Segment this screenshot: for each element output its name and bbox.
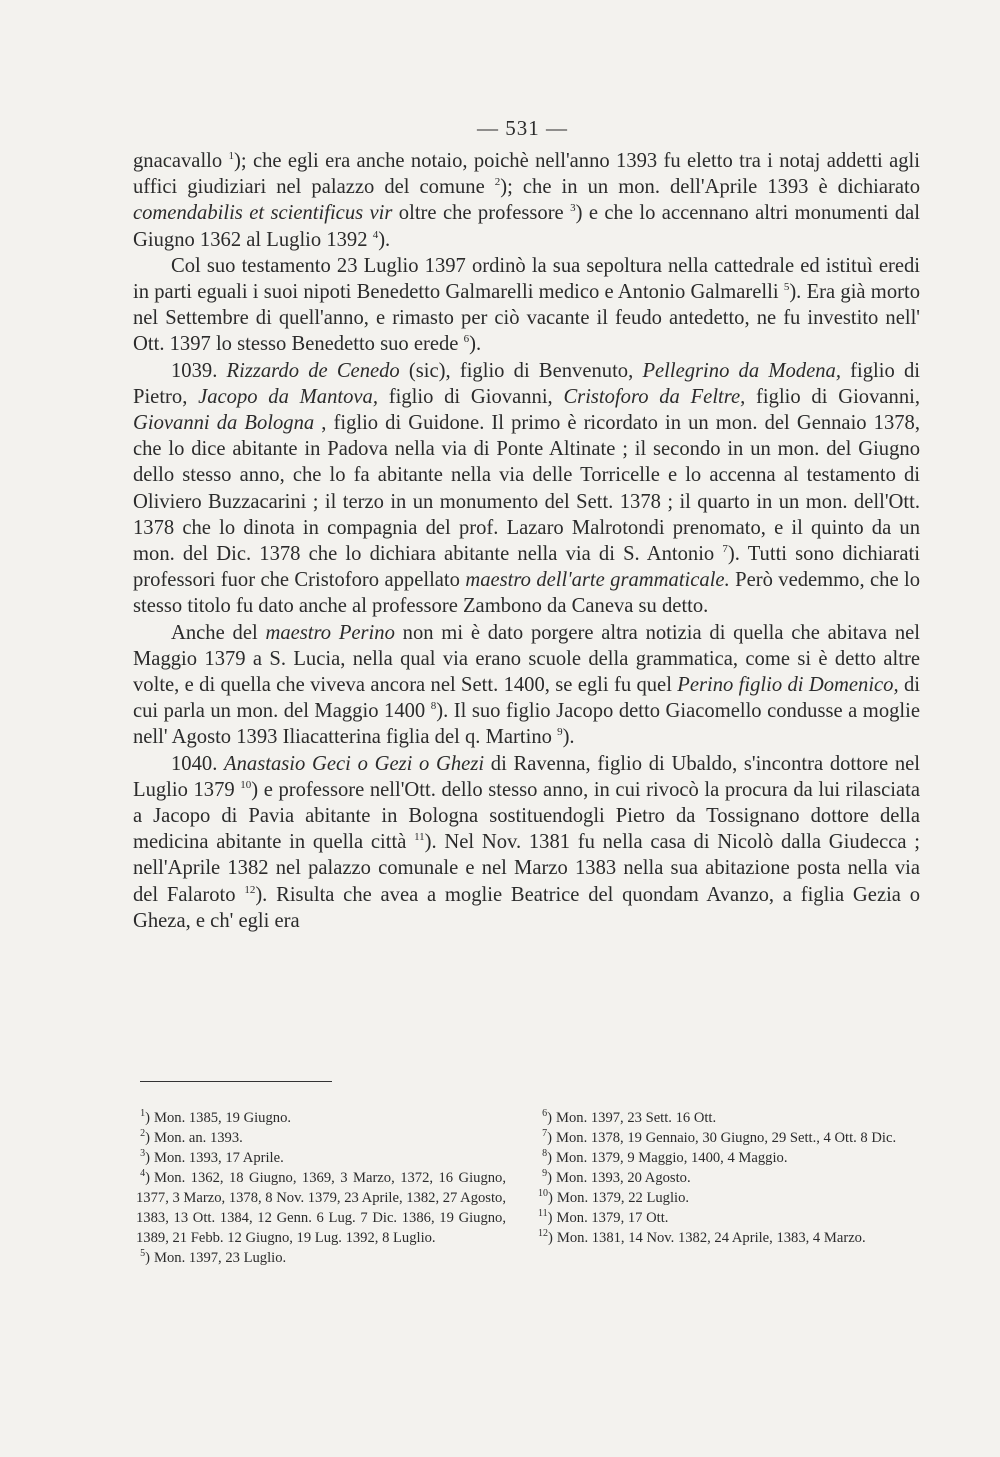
- italic-text: Cristoforo da Feltre,: [563, 385, 746, 408]
- italic-text: Pellegrino da Modena,: [642, 359, 841, 382]
- footnote-text: Mon. 1362, 18 Giugno, 1369, 3 Marzo, 1372, 16 Giugno, 1377, 3 Marzo, 1378, 8 Nov. 1379, 23 Aprile, 1382, 27 Agosto, 1383, 13 Ott. 1384, 12 Genn. 6 Lug. 7 Dic. 1386, 19 Giugno, 1389, 21 Febb. 12 Giugno, 19 Lug. 1392, 8 Luglio.: [136, 1170, 506, 1246]
- text-run: ) e professore nell'Ott. dello stesso anno, in cui rivocò la procura da lui rilasciata a Jacopo di Pavia abitante in Bologna sostituendogli Pietro da Tossignano dottore della medicina abitante in quella città: [133, 778, 921, 854]
- footnote-rule: [140, 1081, 332, 1082]
- footnote-text: Mon. 1378, 19 Gennaio, 30 Giugno, 29 Sett., 4 Ott. 8 Dic.: [556, 1130, 897, 1146]
- footnote-mark: $^5$): [140, 1248, 150, 1266]
- text-run: ). Risulta che avea a moglie Beatrice del quondam Avanzo, a figlia Gezia o Gheza, e ch' egli era: [133, 883, 920, 932]
- footnote-ref: 10: [240, 779, 252, 792]
- text-run: Col suo testamento 23 Luglio 1397 ordinò la sua sepoltura nella cattedrale ed istituì eredi in parti eguali i suoi nipoti Benedetto Galmarelli medico e Antonio Galmarelli: [133, 254, 920, 304]
- text-run: figlio di Giovanni,: [745, 385, 920, 408]
- footnote-mark: $^9$): [542, 1168, 552, 1186]
- footnote: [538, 1168, 918, 1188]
- italic-text: Jacopo da Mantova,: [198, 385, 379, 408]
- text-run: 1040.: [171, 752, 225, 775]
- footnote-mark: $^{12}$): [538, 1228, 553, 1246]
- text-run: ).: [469, 333, 482, 356]
- footnote-text: Mon. 1381, 14 Nov. 1382, 24 Aprile, 1383, 4 Marzo.: [556, 1230, 866, 1246]
- text-run: figlio di Giovanni,: [378, 385, 564, 408]
- footnote-ref: 11: [414, 831, 425, 844]
- page-number: — 531 —: [477, 116, 568, 140]
- footnote-mark: $^2$): [140, 1128, 150, 1146]
- text-run: , figlio di Guidone. Il primo è ricordato in un mon. del Gennaio 1378, che lo dice abitante in Padova nella via di Ponte Altinate ; il secondo in un mon. del Giugno dello stesso anno, che lo fa abitante nella via delle Torricelle e lo accenna al testamento di Oliviero Buzzacarini ; il terzo in un monumento del Sett. 1378 ; il quarto in un mon. dell'Ott. 1378 che lo dinota in compagnia del prof. Lazaro Malrotondi prenomato, e il quinto da un mon. del Dic. 1378 che lo dichiara abitante nella via di S. Antonio: [133, 412, 920, 566]
- italic-text: Rizzardo de Cenedo: [226, 359, 400, 382]
- footnote-ref: 8: [430, 700, 437, 713]
- text-run: Però vedemmo, che lo stesso titolo fu dato anche al professore Zambono da Caneva su detto.: [133, 569, 921, 618]
- footnote: [538, 1128, 918, 1148]
- footnote-text: Mon. 1397, 23 Luglio.: [154, 1250, 287, 1266]
- footnote-text: Mon. 1397, 23 Sett. 16 Ott.: [556, 1110, 717, 1126]
- footnote-text: Mon. 1379, 9 Maggio, 1400, 4 Maggio.: [556, 1150, 788, 1166]
- footnote-ref: 12: [244, 883, 256, 896]
- footnote: [136, 1168, 506, 1248]
- footnote-ref: 3: [570, 202, 576, 215]
- italic-text: Anastasio Geci o Gezi o Ghezi: [224, 752, 485, 775]
- footnote-text: Mon. 1393, 20 Agosto.: [556, 1170, 691, 1186]
- italic-text: Giovanni da Bologna: [133, 412, 315, 435]
- footnote-ref: 2: [494, 176, 501, 189]
- text-run: figlio di Pietro,: [133, 359, 920, 408]
- footnote-mark: $^{10}$): [538, 1188, 553, 1206]
- body-text: [133, 148, 920, 934]
- text-run: ). Era già morto nel Settembre di quell'anno, e rimasto per ciò vacante il feudo antedetto, ne fu investito nell' Ott. 1397 lo stesso Benedetto suo erede: [133, 281, 920, 356]
- footnote-mark: $^1$): [140, 1108, 150, 1126]
- footnote-mark: $^{11}$): [538, 1208, 553, 1226]
- footnote: [538, 1188, 918, 1208]
- footnote: [136, 1248, 506, 1268]
- paragraph: [133, 148, 920, 253]
- text-run: ). Tutti sono dichiarati professori fuor che Cristoforo appellato: [133, 543, 920, 592]
- text-run: di cui parla un mon. del Maggio 1400: [133, 674, 921, 723]
- italic-text: maestro Perino: [265, 621, 395, 644]
- text-run: 1039.: [171, 359, 227, 382]
- text-run: oltre che professore: [392, 202, 571, 225]
- footnote-mark: $^3$): [140, 1148, 150, 1166]
- text-run: ) e che lo accennano altri monumenti dal Giugno 1362 al Luglio 1392: [133, 202, 920, 251]
- italic-text: Perino figlio di Domenico,: [677, 674, 899, 697]
- footnote-text: Mon. 1385, 19 Giugno.: [154, 1110, 292, 1126]
- footnote: [538, 1208, 918, 1228]
- text-run: gnacavallo: [133, 150, 229, 172]
- footnote: [538, 1228, 918, 1248]
- footnote-mark: $^4$): [140, 1168, 150, 1186]
- footnote-ref: 4: [372, 228, 379, 241]
- footnote-mark: $^6$): [542, 1108, 552, 1126]
- footnote: [538, 1148, 918, 1168]
- paragraph: [133, 253, 920, 358]
- footnote: [538, 1108, 918, 1128]
- footnote-ref: 5: [783, 281, 790, 294]
- footnote-ref: 9: [557, 726, 563, 739]
- footnote-text: Mon. an. 1393.: [154, 1130, 243, 1146]
- footnote-ref: 1: [228, 150, 235, 163]
- text-run: Anche del: [171, 621, 266, 644]
- footnote: [136, 1128, 506, 1148]
- footnote: [136, 1108, 506, 1128]
- text-run: non mi è dato porgere altra notizia di quella che abitava nel Maggio 1379 a S. Lucia, nella qual via erano scuole della grammatica, come si è detto altre volte, e di quella che viveva ancora nel Sett. 1400, se egli fu quel: [133, 621, 921, 697]
- text-run: ).: [562, 726, 575, 749]
- paragraph: [133, 751, 920, 934]
- text-run: ).: [378, 228, 391, 251]
- text-run: ); che in un mon. dell'Aprile 1393 è dichiarato: [500, 176, 920, 199]
- paragraph: [133, 620, 920, 751]
- footnote-ref: 7: [722, 543, 728, 556]
- text-run: ). Nel Nov. 1381 fu nella casa di Nicolò dalla Giudecca ; nell'Aprile 1382 nel palazzo comunale e nel Marzo 1383 nella sua abitazione posta nella via del Falaroto: [133, 831, 920, 906]
- footnote-text: Mon. 1393, 17 Aprile.: [154, 1150, 284, 1166]
- footnote-mark: $^7$): [542, 1128, 552, 1146]
- italic-text: comendabilis et scientificus vir: [133, 202, 393, 225]
- text-run: ). Il suo figlio Jacopo detto Giacomello condusse a moglie nell' Agosto 1393 Iliacatterina figlia del q. Martino: [133, 700, 920, 749]
- text-run: (sic), figlio di Benvenuto,: [399, 359, 643, 382]
- footnote-ref: 6: [463, 333, 470, 346]
- text-run: ); che egli era anche notaio, poichè nell'anno 1393 fu eletto tra i notaj addetti agli uffici giudiziari nel palazzo del comune: [133, 150, 920, 199]
- footnote-text: Mon. 1379, 22 Luglio.: [556, 1190, 690, 1206]
- footnote-mark: $^8$): [542, 1148, 552, 1166]
- footnotes-left-column: [136, 1108, 506, 1268]
- text-run: di Ravenna, figlio di Ubaldo, s'incontra dottore nel Luglio 1379: [133, 752, 921, 801]
- paragraph: [133, 358, 920, 620]
- italic-text: maestro dell'arte grammaticale.: [465, 569, 730, 592]
- footnotes-right-column: [538, 1108, 918, 1248]
- footnote: [136, 1148, 506, 1168]
- footnote-text: Mon. 1379, 17 Ott.: [556, 1210, 669, 1226]
